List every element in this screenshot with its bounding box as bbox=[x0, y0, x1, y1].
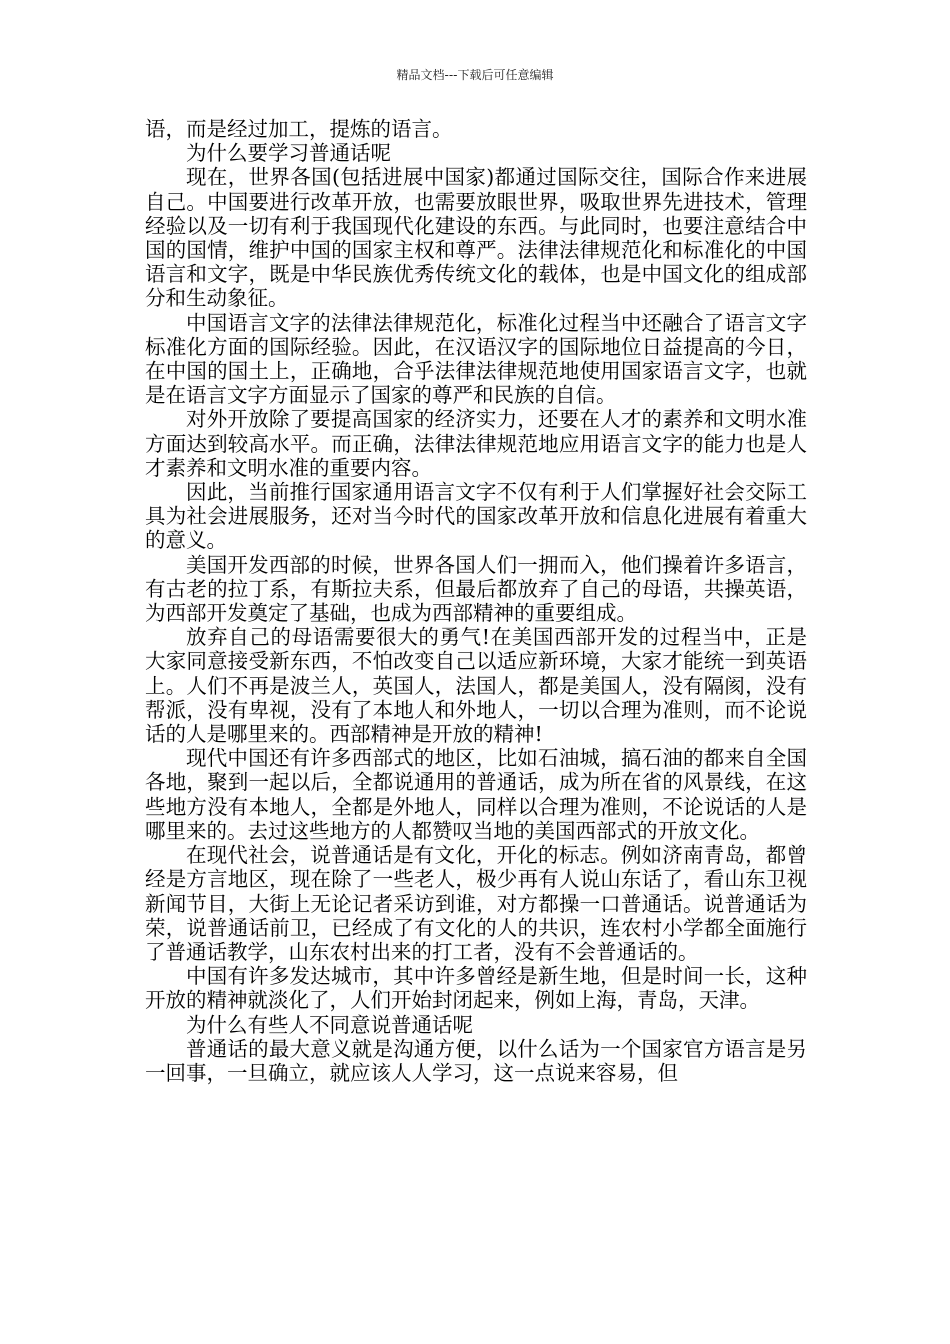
paragraph: 语，而是经过加工，提炼的语言。 bbox=[145, 117, 453, 141]
paragraph: 放弃自己的母语需要很大的勇气!在美国西部开发的过程当中，正是大家同意接受新东西，不怕改变自己以适应新环境，大家才能统一到英语上。人们不再是波兰人，英国人，法国人，都是美国人，没有隔阂，没有帮派，没有卑视，没有了本地人和外地人，一切以合理为准则，而不论说话的人是哪里来的。西部精神是开放的精神! bbox=[145, 625, 807, 747]
page-header: 精品文档---下载后可任意编辑 bbox=[396, 68, 554, 82]
paragraph: 普通话的最大意义就是沟通方便，以什么话为一个国家官方语言是另一回事，一旦确立，就应该人人学习，这一点说来容易，但 bbox=[145, 1036, 807, 1085]
paragraph: 中国有许多发达城市，其中许多曾经是新生地，但是时间一长，这种开放的精神就淡化了，人们开始封闭起来，例如上海，青岛，天津。 bbox=[145, 964, 807, 1013]
paragraph: 因此，当前推行国家通用语言文字不仅有利于人们掌握好社会交际工具为社会进展服务，还对当今时代的国家改革开放和信息化进展有着重大的意义。 bbox=[145, 480, 807, 553]
section-heading: 为什么有些人不同意说普通话呢 bbox=[186, 1012, 473, 1037]
paragraph: 在现代社会，说普通话是有文化，开化的标志。例如济南青岛，都曾经是方言地区，现在除了一些老人，极少再有人说山东话了，看山东卫视新闻节目，大街上无论记者采访到谁，对方都操一口普通话。说普通话为荣，说普通话前卫，已经成了有文化的人的共识，连农村小学都全面施行了普通话教学，山东农村出来的打工者，没有不会普通话的。 bbox=[145, 843, 807, 964]
section-heading: 为什么要学习普通话呢 bbox=[186, 141, 391, 166]
paragraph: 现在，世界各国(包括进展中国家)都通过国际交往，国际合作来进展自己。中国要进行改革开放，也需要放眼世界，吸取世界先进技术，管理经验以及一切有利于我国现代化建设的东西。与此同时，也要注意结合中国的国情，维护中国的国家主权和尊严。法律法律规范化和标准化的中国语言和文字，既是中华民族优秀传统文化的载体，也是中国文化的组成部分和生动象征。 bbox=[145, 165, 807, 311]
paragraph: 美国开发西部的时候，世界各国人们一拥而入，他们操着许多语言，有古老的拉丁系，有斯拉夫系，但最后都放弃了自己的母语，共操英语，为西部开发奠定了基础，也成为西部精神的重要组成。 bbox=[145, 552, 807, 626]
paragraph: 对外开放除了要提高国家的经济实力，还要在人才的素养和文明水准方面达到较高水平。而正确，法律法律规范地应用语言文字的能力也是人才素养和文明水准的重要内容。 bbox=[145, 407, 807, 480]
paragraph: 中国语言文字的法律法律规范化，标准化过程当中还融合了语言文字标准化方面的国际经验。因此，在汉语汉字的国际地位日益提高的今日，在中国的国土上，正确地，合乎法律法律规范地使用国家语言文字，也就是在语言文字方面显示了国家的尊严和民族的自信。 bbox=[145, 310, 807, 408]
paragraph: 现代中国还有许多西部式的地区，比如石油城，搞石油的都来自全国各地，聚到一起以后，全都说通用的普通话，成为所在省的风景线，在这些地方没有本地人，全都是外地人，同样以合理为准则，不论说话的人是哪里来的。去过这些地方的人都赞叹当地的美国西部式的开放文化。 bbox=[145, 746, 807, 843]
document-body bbox=[145, 117, 807, 1085]
